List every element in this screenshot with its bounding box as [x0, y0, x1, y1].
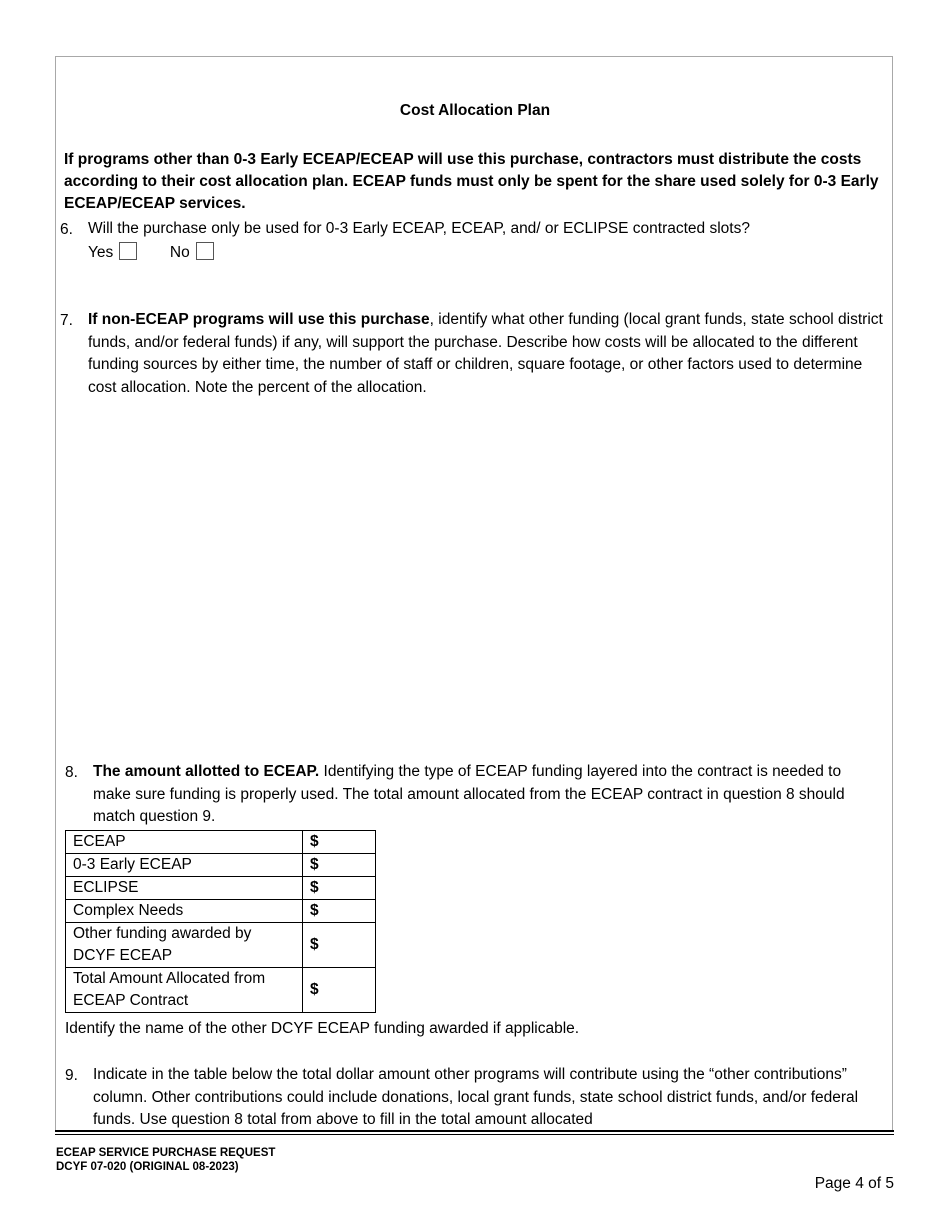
footer-rule-thin — [55, 1134, 894, 1135]
row-label: Other funding awarded by DCYF ECEAP — [66, 923, 303, 968]
q8-bold-text: The amount allotted to ECEAP. — [93, 763, 320, 780]
q7-bold-text: If non-ECEAP programs will use this purchase — [88, 311, 430, 328]
q8-body-text: Identifying the type of ECEAP funding layered into the contract is needed to make sure funding is properly used. The total amount allocated from the ECEAP contract in question 8 should match question 9. — [93, 763, 845, 825]
q9-number: 9. — [65, 1067, 78, 1084]
table-row — [66, 968, 376, 1013]
row-label: Complex Needs — [66, 900, 303, 923]
amount-cell[interactable]: $ — [303, 923, 376, 968]
q6-no-label: No — [169, 244, 190, 261]
q6-number: 6. — [60, 221, 73, 238]
table-row — [66, 877, 376, 900]
table-row — [66, 831, 376, 854]
row-label: Total Amount Allocated from ECEAP Contract — [66, 968, 303, 1013]
q8-number: 8. — [65, 764, 78, 781]
amount-cell[interactable]: $ — [303, 831, 376, 854]
allocation-table — [65, 830, 376, 1013]
page-number: Page 4 of 5 — [814, 1175, 894, 1192]
q7-body-text: , identify what other funding (local grant funds, state school district funds, and/or federal funds) if any, will support the purchase. Describe how costs will be allocated to the different funding sources by either time, the number of staff or children, square footage, or other factors used to determine cost allocation. Note the percent of the allocation. — [88, 311, 883, 396]
footer-form-name: ECEAP SERVICE PURCHASE REQUEST — [56, 1147, 276, 1159]
amount-cell[interactable]: $ — [303, 900, 376, 923]
amount-cell[interactable]: $ — [303, 877, 376, 900]
q6-text: Will the purchase only be used for 0-3 Early ECEAP, ECEAP, and/ or ECLIPSE contracted slots? — [88, 220, 750, 237]
footer-rule — [55, 1130, 894, 1132]
q7-text — [88, 309, 883, 399]
q6-yes-label: Yes — [88, 244, 114, 261]
q6-no-checkbox[interactable] — [196, 242, 214, 260]
amount-cell[interactable]: $ — [303, 854, 376, 877]
q6-yes-checkbox[interactable] — [119, 242, 137, 260]
intro-paragraph: If programs other than 0-3 Early ECEAP/ECEAP will use this purchase, contractors must distribute the costs according to their cost allocation plan. ECEAP funds must only be spent for the share used solely for 0-3 Early ECEAP/ECEAP services. — [64, 151, 879, 212]
row-label: ECLIPSE — [66, 877, 303, 900]
table-row — [66, 923, 376, 968]
q9-text: Indicate in the table below the total dollar amount other programs will contribute using the “other contributions” column. Other contributions could include donations, local grant funds, state school district funds, and/or federal funds. Use question 8 total from above to fill in the total amount allocated — [93, 1066, 859, 1128]
q6-options — [88, 241, 214, 264]
table-row — [66, 854, 376, 877]
q7-number: 7. — [60, 312, 73, 329]
footer-form-number: DCYF 07-020 (ORIGINAL 08-2023) — [56, 1161, 239, 1173]
row-label: ECEAP — [66, 831, 303, 854]
section-title: Cost Allocation Plan — [399, 102, 551, 119]
q8-after-table-text: Identify the name of the other DCYF ECEAP funding awarded if applicable. — [65, 1020, 580, 1037]
row-label: 0-3 Early ECEAP — [66, 854, 303, 877]
q8-text — [93, 761, 883, 829]
table-row — [66, 900, 376, 923]
amount-cell[interactable]: $ — [303, 968, 376, 1013]
